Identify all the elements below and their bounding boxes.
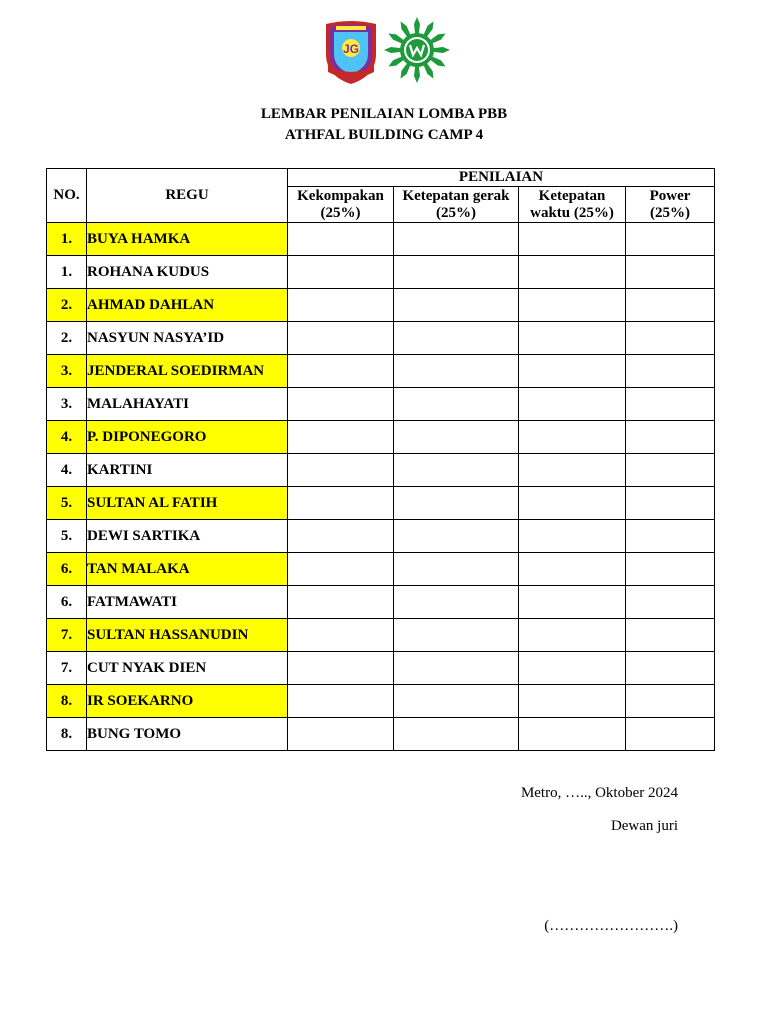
team-name: BUYA HAMKA bbox=[87, 223, 288, 256]
team-name: FATMAWATI bbox=[87, 586, 288, 619]
score-power-cell[interactable] bbox=[626, 322, 715, 355]
assessment-table bbox=[46, 168, 715, 751]
team-name: TAN MALAKA bbox=[87, 553, 288, 586]
score-ketepatan-gerak-cell[interactable] bbox=[394, 454, 519, 487]
table-row bbox=[47, 652, 715, 685]
score-kekompakan-cell[interactable] bbox=[288, 388, 394, 421]
score-kekompakan-cell[interactable] bbox=[288, 322, 394, 355]
score-power-cell[interactable] bbox=[626, 223, 715, 256]
score-ketepatan-gerak-cell[interactable] bbox=[394, 553, 519, 586]
score-ketepatan-waktu-cell[interactable] bbox=[519, 586, 626, 619]
score-kekompakan-cell[interactable] bbox=[288, 553, 394, 586]
score-ketepatan-gerak-cell[interactable] bbox=[394, 520, 519, 553]
score-power-cell[interactable] bbox=[626, 619, 715, 652]
table-row bbox=[47, 421, 715, 454]
team-name: DEWI SARTIKA bbox=[87, 520, 288, 553]
score-power-cell[interactable] bbox=[626, 652, 715, 685]
score-power-cell[interactable] bbox=[626, 256, 715, 289]
team-name: BUNG TOMO bbox=[87, 718, 288, 751]
row-number: 1. bbox=[47, 223, 87, 256]
score-kekompakan-cell[interactable] bbox=[288, 355, 394, 388]
row-number: 1. bbox=[47, 256, 87, 289]
score-kekompakan-cell[interactable] bbox=[288, 685, 394, 718]
table-row bbox=[47, 289, 715, 322]
row-number: 4. bbox=[47, 421, 87, 454]
shield-letters: JG bbox=[342, 42, 360, 56]
score-kekompakan-cell[interactable] bbox=[288, 223, 394, 256]
score-ketepatan-gerak-cell[interactable] bbox=[394, 421, 519, 454]
row-number: 2. bbox=[47, 322, 87, 355]
row-number: 8. bbox=[47, 685, 87, 718]
team-name: NASYUN NASYA’ID bbox=[87, 322, 288, 355]
table-row bbox=[47, 586, 715, 619]
score-ketepatan-waktu-cell[interactable] bbox=[519, 718, 626, 751]
table-row bbox=[47, 520, 715, 553]
score-kekompakan-cell[interactable] bbox=[288, 520, 394, 553]
place-date: Metro, ….., Oktober 2024 bbox=[520, 785, 678, 801]
score-ketepatan-waktu-cell[interactable] bbox=[519, 322, 626, 355]
header-ketepatan-gerak: Ketepatan gerak (25%) bbox=[394, 187, 519, 223]
team-name: MALAHAYATI bbox=[87, 388, 288, 421]
score-ketepatan-waktu-cell[interactable] bbox=[519, 520, 626, 553]
header-ketepatan-waktu: Ketepatan waktu (25%) bbox=[519, 187, 626, 223]
score-ketepatan-waktu-cell[interactable] bbox=[519, 223, 626, 256]
shield-emblem-logo bbox=[322, 18, 380, 86]
score-power-cell[interactable] bbox=[626, 718, 715, 751]
document-subtitle: ATHFAL BUILDING CAMP 4 bbox=[284, 127, 484, 143]
row-number: 5. bbox=[47, 487, 87, 520]
score-ketepatan-waktu-cell[interactable] bbox=[519, 652, 626, 685]
score-power-cell[interactable] bbox=[626, 586, 715, 619]
score-ketepatan-gerak-cell[interactable] bbox=[394, 223, 519, 256]
score-power-cell[interactable] bbox=[626, 289, 715, 322]
score-ketepatan-waktu-cell[interactable] bbox=[519, 619, 626, 652]
score-ketepatan-gerak-cell[interactable] bbox=[394, 619, 519, 652]
score-power-cell[interactable] bbox=[626, 355, 715, 388]
jury-label: Dewan juri bbox=[610, 818, 678, 834]
score-power-cell[interactable] bbox=[626, 454, 715, 487]
muhammadiyah-sun-logo bbox=[383, 16, 451, 84]
team-name: ROHANA KUDUS bbox=[87, 256, 288, 289]
score-ketepatan-gerak-cell[interactable] bbox=[394, 586, 519, 619]
logos-header bbox=[0, 16, 768, 86]
score-ketepatan-waktu-cell[interactable] bbox=[519, 289, 626, 322]
score-ketepatan-gerak-cell[interactable] bbox=[394, 487, 519, 520]
score-ketepatan-gerak-cell[interactable] bbox=[394, 289, 519, 322]
score-ketepatan-waktu-cell[interactable] bbox=[519, 421, 626, 454]
row-number: 6. bbox=[47, 553, 87, 586]
score-power-cell[interactable] bbox=[626, 553, 715, 586]
document-title: LEMBAR PENILAIAN LOMBA PBB bbox=[260, 106, 508, 122]
table-row bbox=[47, 388, 715, 421]
table-row bbox=[47, 454, 715, 487]
score-ketepatan-waktu-cell[interactable] bbox=[519, 256, 626, 289]
score-ketepatan-gerak-cell[interactable] bbox=[394, 256, 519, 289]
score-ketepatan-waktu-cell[interactable] bbox=[519, 685, 626, 718]
team-name: AHMAD DAHLAN bbox=[87, 289, 288, 322]
score-ketepatan-waktu-cell[interactable] bbox=[519, 454, 626, 487]
header-no: NO. bbox=[47, 169, 87, 223]
row-number: 7. bbox=[47, 652, 87, 685]
score-ketepatan-waktu-cell[interactable] bbox=[519, 487, 626, 520]
team-name: CUT NYAK DIEN bbox=[87, 652, 288, 685]
score-power-cell[interactable] bbox=[626, 487, 715, 520]
score-kekompakan-cell[interactable] bbox=[288, 718, 394, 751]
row-number: 8. bbox=[47, 718, 87, 751]
score-kekompakan-cell[interactable] bbox=[288, 586, 394, 619]
header-penilaian: PENILAIAN bbox=[288, 169, 715, 187]
table-row bbox=[47, 487, 715, 520]
score-kekompakan-cell[interactable] bbox=[288, 487, 394, 520]
score-ketepatan-waktu-cell[interactable] bbox=[519, 553, 626, 586]
score-kekompakan-cell[interactable] bbox=[288, 421, 394, 454]
score-ketepatan-gerak-cell[interactable] bbox=[394, 355, 519, 388]
team-name: SULTAN HASSANUDIN bbox=[87, 619, 288, 652]
table-row bbox=[47, 619, 715, 652]
table-row bbox=[47, 256, 715, 289]
score-power-cell[interactable] bbox=[626, 685, 715, 718]
row-number: 2. bbox=[47, 289, 87, 322]
score-ketepatan-gerak-cell[interactable] bbox=[394, 718, 519, 751]
row-number: 5. bbox=[47, 520, 87, 553]
score-kekompakan-cell[interactable] bbox=[288, 454, 394, 487]
score-power-cell[interactable] bbox=[626, 520, 715, 553]
signature-blank: (…………………….) bbox=[544, 918, 678, 934]
team-name: KARTINI bbox=[87, 454, 288, 487]
score-ketepatan-gerak-cell[interactable] bbox=[394, 322, 519, 355]
header-power: Power (25%) bbox=[626, 187, 715, 223]
header-kekompakan: Kekompakan (25%) bbox=[288, 187, 394, 223]
score-kekompakan-cell[interactable] bbox=[288, 289, 394, 322]
table-row bbox=[47, 322, 715, 355]
score-ketepatan-waktu-cell[interactable] bbox=[519, 388, 626, 421]
score-kekompakan-cell[interactable] bbox=[288, 256, 394, 289]
row-number: 7. bbox=[47, 619, 87, 652]
header-regu: REGU bbox=[87, 169, 288, 223]
score-ketepatan-waktu-cell[interactable] bbox=[519, 355, 626, 388]
score-kekompakan-cell[interactable] bbox=[288, 619, 394, 652]
team-name: JENDERAL SOEDIRMAN bbox=[87, 355, 288, 388]
score-power-cell[interactable] bbox=[626, 388, 715, 421]
score-ketepatan-gerak-cell[interactable] bbox=[394, 388, 519, 421]
table-body bbox=[47, 223, 715, 751]
score-ketepatan-gerak-cell[interactable] bbox=[394, 685, 519, 718]
team-name: P. DIPONEGORO bbox=[87, 421, 288, 454]
row-number: 3. bbox=[47, 355, 87, 388]
score-power-cell[interactable] bbox=[626, 421, 715, 454]
table-row bbox=[47, 223, 715, 256]
table-row bbox=[47, 355, 715, 388]
team-name: IR SOEKARNO bbox=[87, 685, 288, 718]
table-row bbox=[47, 685, 715, 718]
team-name: SULTAN AL FATIH bbox=[87, 487, 288, 520]
row-number: 4. bbox=[47, 454, 87, 487]
score-kekompakan-cell[interactable] bbox=[288, 652, 394, 685]
table-row bbox=[47, 553, 715, 586]
row-number: 6. bbox=[47, 586, 87, 619]
score-ketepatan-gerak-cell[interactable] bbox=[394, 652, 519, 685]
table-row bbox=[47, 718, 715, 751]
row-number: 3. bbox=[47, 388, 87, 421]
